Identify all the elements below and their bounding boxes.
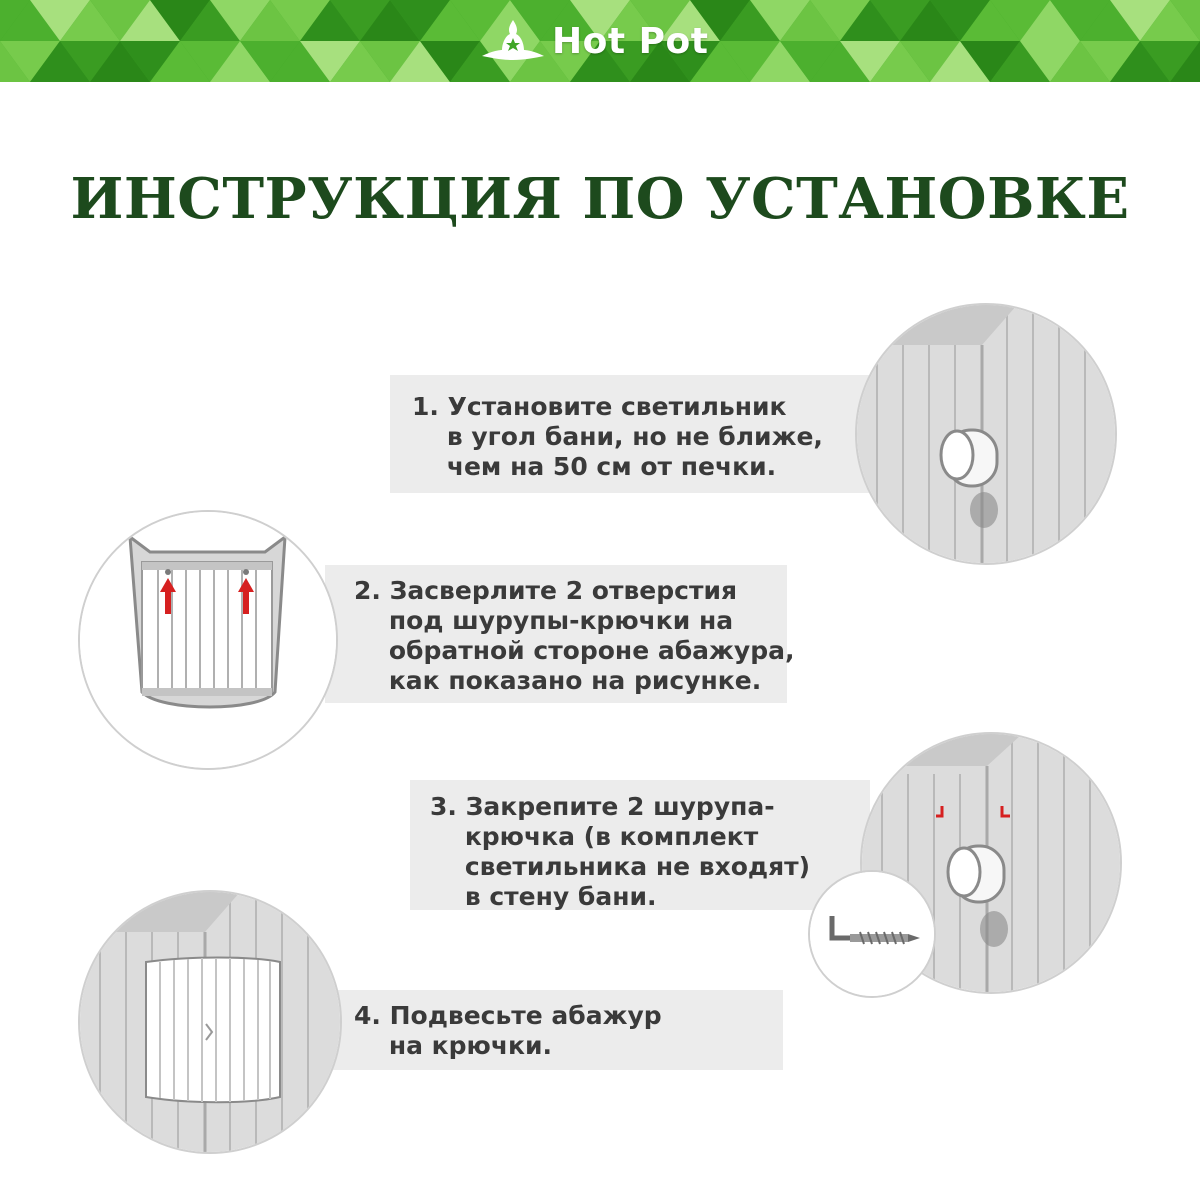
step-1-text: 1. Установите светильник в угол бани, но не ближе, чем на 50 см от печки. xyxy=(412,392,823,481)
header-banner xyxy=(0,0,1200,82)
brand-name: Hot Pot xyxy=(552,20,709,62)
step-2-illustration xyxy=(78,510,338,770)
step-1-illustration xyxy=(855,303,1117,565)
wall-corner-lamp-icon xyxy=(857,305,1115,563)
shade-back-holes-icon xyxy=(80,512,336,768)
step-4-illustration xyxy=(78,890,342,1154)
hot-pot-logo-icon xyxy=(478,16,548,66)
screw-hook-inset xyxy=(808,870,936,998)
step-4-text: 4. Подвесьте абажур на крючки. xyxy=(354,1001,662,1060)
step-3-text: 3. Закрепите 2 шурупа- крючка (в комплект светильника не входят) в стену бани. xyxy=(430,792,811,911)
screw-hook-icon xyxy=(810,872,934,996)
step-2-text: 2. Засверлите 2 отверстия под шурупы-крючки на обратной стороне абажура, как показано на рисунке. xyxy=(354,576,795,695)
hanging-shade-icon xyxy=(80,892,340,1152)
page-title: ИНСТРУКЦИЯ ПО УСТАНОВКЕ xyxy=(70,166,1130,232)
brand-logo xyxy=(478,8,728,74)
